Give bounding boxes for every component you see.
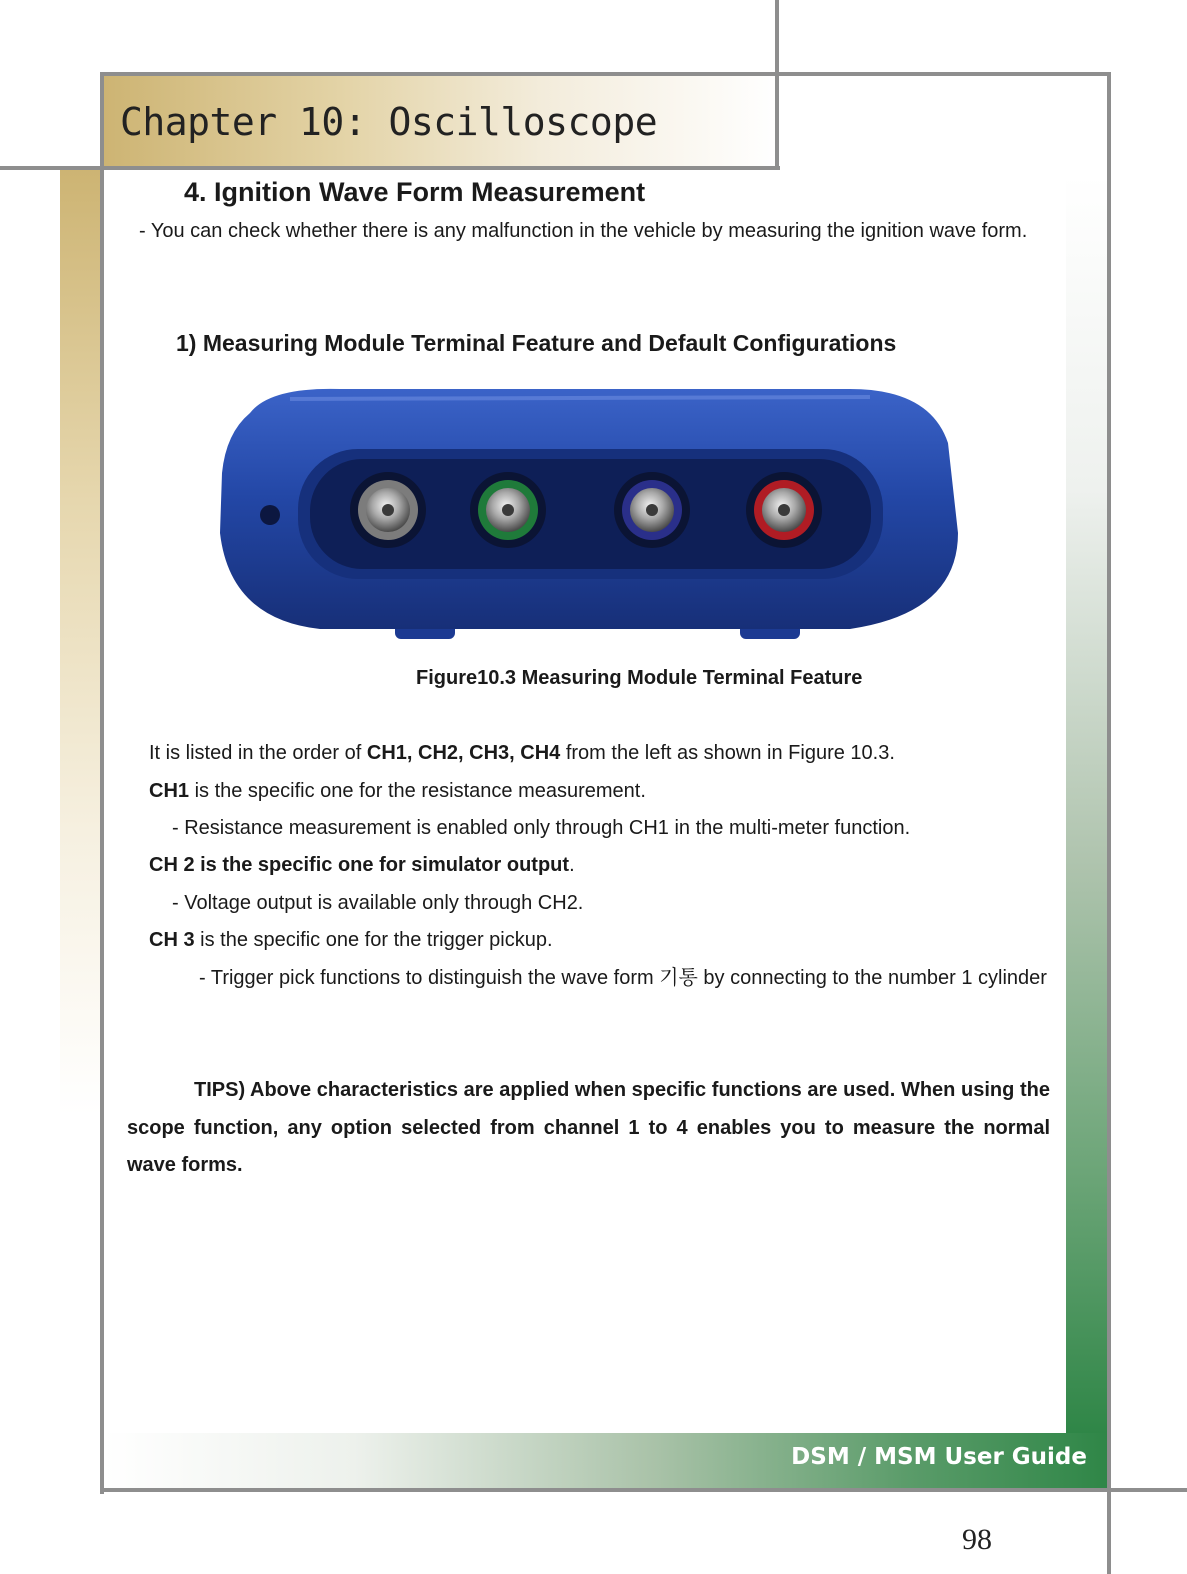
frame-line [100,1488,1111,1492]
ch2-note: - Voltage output is available only through CH2. [172,892,584,914]
order-prefix: It is listed in the order of [149,742,367,764]
ch2-line [149,854,575,877]
right-green-band [1066,175,1107,1433]
ch3-connector [614,472,690,548]
ch3-desc: is the specific one for the trigger pickup. [194,929,553,951]
chapter-title: Chapter 10: Oscilloscope [120,100,658,144]
frame-line [103,72,1111,76]
ch1-connector [350,472,426,548]
frame-line [1066,1488,1187,1492]
frame-line [0,166,780,170]
ch3-line [149,929,553,952]
order-suffix: from the left as shown in Figure 10.3. [560,742,895,764]
ch2-desc: . [569,854,575,876]
frame-line [1107,72,1111,1574]
tips-paragraph: TIPS) Above characteristics are applied when specific functions are used. When using the scope function, any option selected from channel 1 to 4 enables you to measure the normal wave forms. [127,1079,1050,1176]
ch3-note: - Trigger pick functions to distinguish the wave form 기통 by connecting to the number 1 cylinder [199,967,1047,989]
section-intro: - You can check whether there is any malfunction in the vehicle by measuring the ignition wave form. [139,220,1028,242]
ch1-label: CH1 [149,780,190,802]
left-gold-band [60,170,104,1115]
figure-caption: Figure10.3 Measuring Module Terminal Feature [416,667,863,689]
ch3-label: CH 3 [149,929,195,951]
section-title: 4. Ignition Wave Form Measurement [184,177,646,207]
footer-guide-title: DSM / MSM User Guide [791,1444,1087,1470]
ch2-connector [470,472,546,548]
order-channels: CH1, CH2, CH3, CH4 [366,742,561,764]
ch1-line [149,780,646,803]
ch4-connector [746,472,822,548]
ch2-label: CH 2 is the specific one for simulator output [149,854,570,876]
ch1-desc: is the specific one for the resistance measurement. [189,780,646,802]
frame-line [775,0,779,170]
subsection-title: 1) Measuring Module Terminal Feature and Default Configurations [176,330,897,356]
frame-line [100,72,104,1494]
page-number: 98 [962,1523,992,1556]
order-line [149,742,895,765]
measuring-module-image [210,383,960,645]
ch1-note: - Resistance measurement is enabled only through CH1 in the multi-meter function. [172,817,911,839]
